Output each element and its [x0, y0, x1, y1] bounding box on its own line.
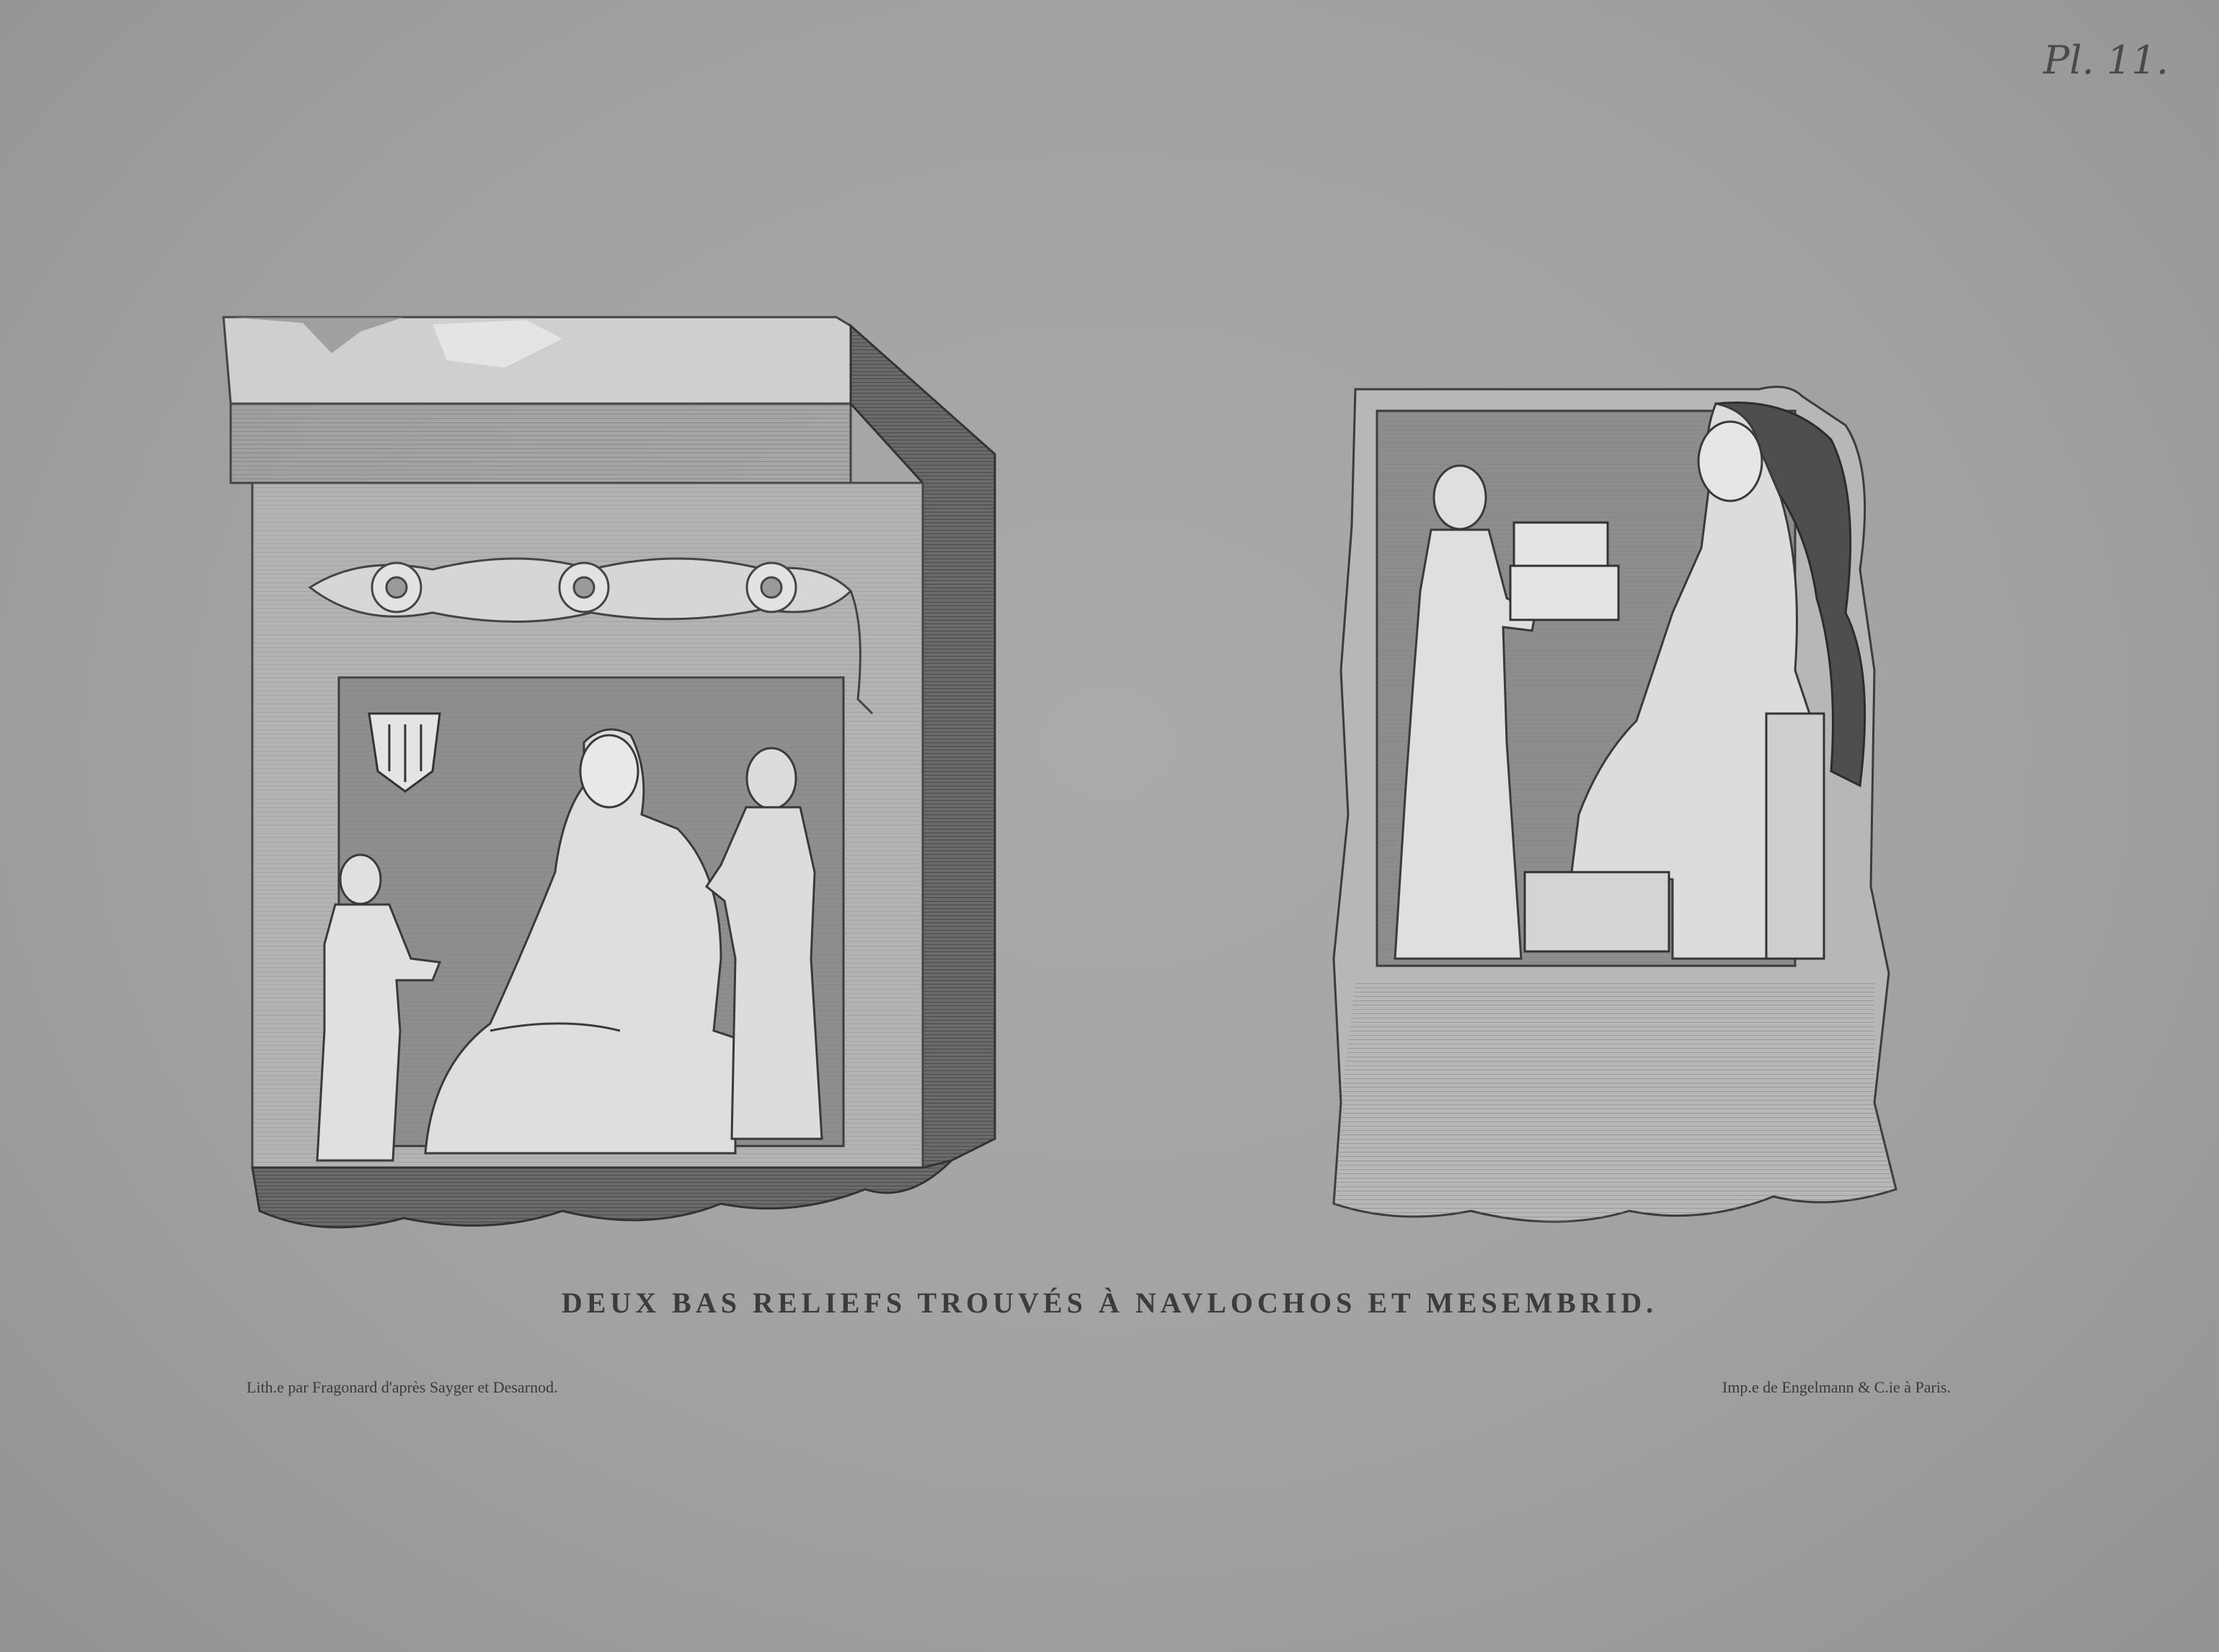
broken-base	[252, 1160, 952, 1227]
relief-navlochos	[216, 310, 1009, 1240]
plate-caption: DEUX BAS RELIEFS TROUVÉS À NAVLOCHOS ET MESEMBRID.	[561, 1287, 1658, 1319]
plate-number: Pl. 11.	[2043, 37, 2169, 83]
casket	[1510, 523, 1618, 620]
chair	[1766, 714, 1824, 959]
lithographer-credit: Lith.e par Fragonard d'après Sayger et Desarnod.	[247, 1378, 558, 1396]
footstool	[1525, 872, 1669, 951]
relief-mesembria	[1326, 382, 1954, 1233]
printer-credit: Imp.e de Engelmann & C.ie à Paris.	[1722, 1378, 1951, 1396]
cornice-front	[231, 404, 851, 483]
